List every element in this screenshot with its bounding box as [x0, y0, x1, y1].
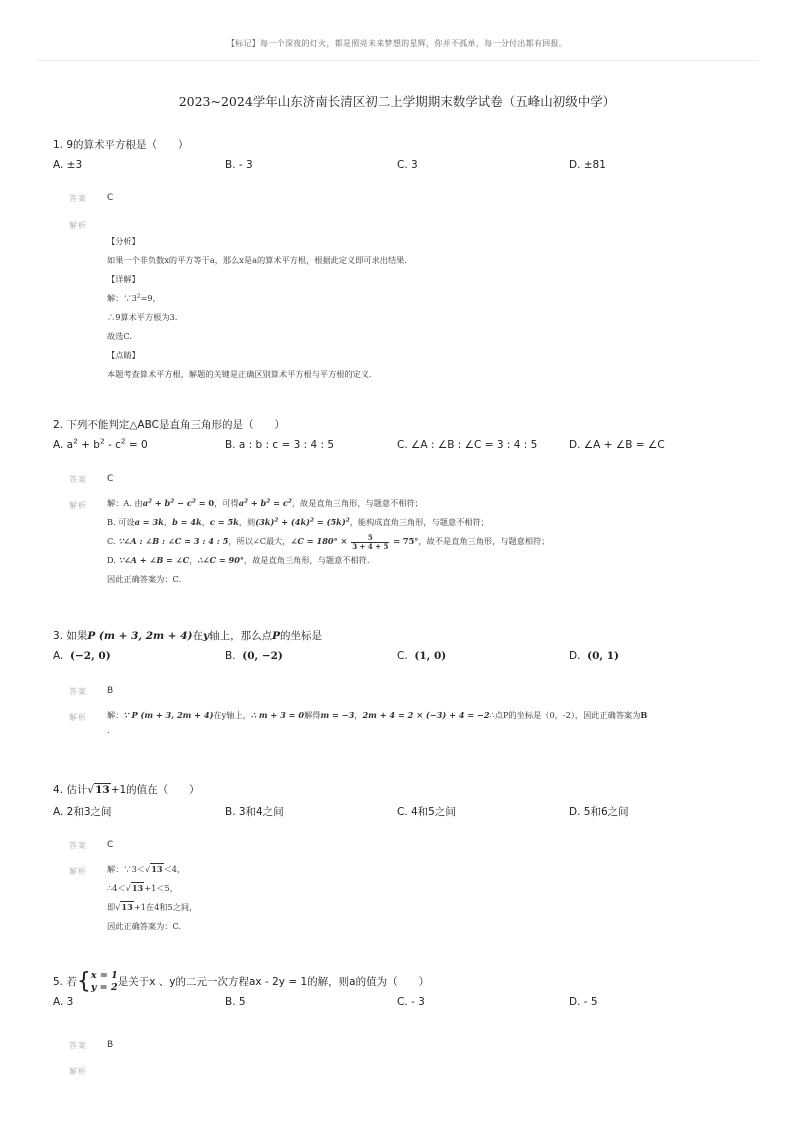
- analysis-text: ，能构成直角三角形，与题意不相符；: [349, 517, 489, 527]
- analysis-text: B. 可设: [107, 517, 135, 527]
- analysis-line: 【详解】: [107, 274, 140, 284]
- math: m = −3: [320, 710, 355, 720]
- analysis-body: [107, 706, 647, 740]
- math: ∵∠A + ∠B = ∠C: [118, 555, 190, 565]
- math: a = 3k: [134, 517, 164, 527]
- radicand: 13: [95, 784, 110, 796]
- math: (0, 1): [587, 650, 619, 662]
- analysis-text: ∴4＜: [107, 883, 126, 893]
- brace-symbol: {: [76, 969, 91, 994]
- analysis-body: [107, 232, 407, 384]
- analysis-text: 即: [107, 902, 116, 912]
- exponent: 2: [148, 498, 152, 505]
- question-options: [53, 650, 753, 666]
- analysis-text: ，则: [238, 517, 256, 527]
- option-c[interactable]: C. ∠A : ∠B : ∠C = 3 : 4 : 5: [397, 439, 538, 451]
- math: a: [238, 498, 244, 508]
- sqrt-symbol: √13: [87, 784, 110, 796]
- math: P (m + 3, 2m + 4): [87, 630, 193, 642]
- answer-value: C: [107, 840, 114, 850]
- question-stem: 1. 9的算术平方根是（ ）: [53, 139, 189, 151]
- exponent: 2: [73, 436, 78, 446]
- sqrt-symbol: √13: [115, 902, 133, 912]
- analysis-text: 解：∵3: [107, 293, 137, 303]
- analysis-text: ，: [189, 555, 198, 565]
- analysis-line: 如果一个非负数x的平方等于a，那么x是a的算术平方根，根据此定义即可求出结果.: [107, 255, 407, 265]
- stem-text: 的坐标是: [280, 630, 323, 642]
- question-4: [53, 783, 753, 820]
- option-text: A. a: [53, 439, 74, 451]
- motivational-banner: 【标记】每一个深夜的灯火，都是照亮未来梦想的星辉，你并不孤单，每一分付出都有回报。: [226, 39, 568, 48]
- option-d[interactable]: D. - 5: [569, 996, 598, 1008]
- option-b[interactable]: B. 5: [225, 996, 246, 1008]
- analysis-body: [107, 860, 197, 936]
- answer-label: 答案: [69, 194, 87, 203]
- math: = 0: [195, 498, 215, 508]
- exponent: 2: [266, 498, 271, 505]
- math: 2m + 4 = 2 × (−3) + 4 = −2: [362, 710, 490, 720]
- sqrt-symbol: √13: [125, 883, 144, 893]
- analysis-text: 解：A. 由: [107, 498, 143, 508]
- stem-text: 4. 估计: [53, 784, 88, 796]
- answer-label: 答案: [69, 1041, 87, 1050]
- math: ∵ P (m + 3, 2m + 4): [123, 710, 214, 720]
- math: ∠C = 180° ×: [290, 536, 351, 546]
- radicand: 13: [121, 902, 133, 912]
- question-3: [53, 629, 753, 666]
- analysis-text: =9，: [140, 293, 161, 303]
- exponent: 2: [191, 498, 196, 505]
- option-text: - c: [104, 439, 121, 451]
- exam-title: 2023~2024学年山东济南长清区初二上学期期末数学试卷（五峰山初级中学）: [178, 94, 616, 109]
- analysis-text: ，故是直角三角形，与题意不相符；: [291, 498, 423, 508]
- analysis-text: ，故不是直角三角形，与题意相符；: [418, 536, 550, 546]
- math: B: [640, 710, 648, 720]
- exponent: 2: [244, 498, 248, 505]
- analysis-line: ∴9算术平方根为3.: [107, 312, 178, 322]
- stem-text: 3. 如果: [53, 630, 88, 642]
- answer-value: C: [107, 474, 114, 484]
- answer-label: 答案: [69, 841, 87, 850]
- analysis-line: [107, 532, 549, 551]
- math: y: [203, 630, 210, 642]
- analysis-label: 解析: [69, 713, 87, 722]
- analysis-text: ，可得: [214, 498, 239, 508]
- analysis-text: C.: [107, 536, 119, 546]
- analysis-line: [107, 513, 549, 532]
- math: ∵∠A : ∠B : ∠C = 3 : 4 : 5: [118, 536, 229, 546]
- stem-text: 5. 若: [53, 976, 77, 988]
- math: = (5k): [314, 517, 346, 527]
- math: + b: [248, 498, 267, 508]
- header-divider: [36, 60, 758, 61]
- numerator: 5: [351, 534, 389, 543]
- option-b[interactable]: B. - 3: [225, 159, 253, 171]
- analysis-text: ，: [163, 517, 173, 527]
- option-d[interactable]: D. ±81: [569, 159, 606, 171]
- analysis-text: 解：: [107, 710, 124, 720]
- question-1: [53, 138, 753, 175]
- analysis-text: 解：∵3＜: [107, 864, 145, 874]
- math: (−2, 0): [70, 650, 111, 662]
- analysis-label: 解析: [69, 1067, 87, 1076]
- math: c = 5k: [209, 517, 239, 527]
- equation-system: [77, 970, 118, 994]
- math: a: [142, 498, 148, 508]
- question-stem: [53, 970, 753, 994]
- option-a[interactable]: [53, 436, 148, 451]
- option-text: + b: [77, 439, 100, 451]
- option-a[interactable]: A. 3: [53, 996, 74, 1008]
- radicand: 13: [151, 864, 163, 874]
- analysis-text: 在y轴上，: [213, 710, 251, 720]
- answer-label: 答案: [69, 475, 87, 484]
- answer-value: C: [107, 193, 114, 203]
- analysis-line: [107, 898, 197, 917]
- analysis-line: [107, 551, 549, 570]
- math: P: [272, 630, 281, 642]
- option-b[interactable]: B. 3和4之间: [225, 806, 284, 818]
- stem-text: +1的值在（ ）: [110, 784, 200, 796]
- option-a[interactable]: [53, 650, 111, 662]
- stem-text: 是关于x 、y的二元一次方程ax - 2y = 1的解，则a的值为（ ）: [117, 976, 430, 988]
- option-c[interactable]: [397, 650, 446, 662]
- answer-value: B: [107, 686, 114, 696]
- analysis-label: 解析: [69, 221, 87, 230]
- analysis-line: 【分析】: [107, 236, 140, 246]
- exponent: 2: [274, 517, 279, 524]
- answer-value: B: [107, 1040, 114, 1050]
- analysis-text: ，: [201, 517, 210, 527]
- math: = 75°: [390, 536, 419, 546]
- option-b[interactable]: B. a : b : c = 3 : 4 : 5: [225, 439, 335, 451]
- exponent: 2: [310, 517, 315, 524]
- option-c[interactable]: C. 3: [397, 159, 418, 171]
- option-a[interactable]: A. 2和3之间: [53, 806, 112, 818]
- question-options: [53, 159, 753, 175]
- analysis-text: +1＜5，: [144, 883, 178, 893]
- exponent: 2: [136, 293, 141, 300]
- question-stem: 2. 下列不能判定△ABC是直角三角形的是（ ）: [53, 419, 285, 431]
- math: − c: [174, 498, 192, 508]
- fraction: [351, 534, 389, 551]
- option-letter: D.: [569, 650, 581, 662]
- question-2: [53, 418, 753, 455]
- equation-row: y = 2: [90, 982, 118, 993]
- option-letter: B.: [225, 650, 236, 662]
- question-5: [53, 970, 753, 1012]
- analysis-text: ，所以∠C最大，: [228, 536, 291, 546]
- question-options: [53, 996, 753, 1012]
- analysis-body: [107, 494, 549, 589]
- denominator: 3 + 4 + 5: [352, 541, 389, 551]
- math: ∴ m + 3 = 0: [250, 710, 305, 720]
- analysis-line: [107, 860, 197, 879]
- sqrt-symbol: √13: [144, 864, 163, 874]
- question-stem: [53, 629, 753, 643]
- option-b[interactable]: [225, 650, 283, 662]
- analysis-text: ，: [354, 710, 363, 720]
- analysis-text: ，故是直角三角形，与题意不相符.: [244, 555, 370, 565]
- analysis-line: .: [107, 725, 110, 735]
- math: + (4k): [278, 517, 311, 527]
- analysis-text: ＜4，: [163, 864, 186, 874]
- answer-label: 答案: [69, 687, 87, 696]
- math: b = 4k: [172, 517, 202, 527]
- analysis-line: 因此正确答案为：C.: [107, 921, 182, 931]
- exponent: 2: [287, 498, 292, 505]
- option-a[interactable]: A. ±3: [53, 159, 83, 171]
- option-letter: A.: [53, 650, 64, 662]
- question-stem: [53, 783, 753, 797]
- analysis-line: [107, 706, 647, 725]
- analysis-line: [107, 879, 197, 898]
- option-d[interactable]: D. ∠A + ∠B = ∠C: [569, 439, 665, 451]
- option-c[interactable]: C. - 3: [397, 996, 425, 1008]
- option-d[interactable]: [569, 650, 619, 662]
- analysis-text: D.: [107, 555, 119, 565]
- exponent: 2: [170, 498, 175, 505]
- option-text: = 0: [125, 439, 148, 451]
- stem-text: 轴上，那么点: [209, 630, 273, 642]
- analysis-label: 解析: [69, 867, 87, 876]
- math: + b: [152, 498, 171, 508]
- analysis-line: [107, 494, 549, 513]
- analysis-line: 【点睛】: [107, 350, 140, 360]
- option-d[interactable]: D. 5和6之间: [569, 806, 629, 818]
- exponent: 2: [99, 436, 105, 446]
- stem-text: 在: [192, 630, 204, 642]
- analysis-label: 解析: [69, 501, 87, 510]
- analysis-line: [107, 289, 407, 308]
- exponent: 2: [345, 517, 350, 524]
- analysis-text: +1在4和5之间，: [133, 902, 198, 912]
- math: (0, −2): [242, 650, 283, 662]
- math: = c: [270, 498, 288, 508]
- exponent: 2: [120, 436, 126, 446]
- math: ∴∠C = 90°: [197, 555, 245, 565]
- analysis-line: 本题考查算术平方根，解题的关键是正确区别算术平方根与平方根的定义.: [107, 369, 372, 379]
- analysis-line: 因此正确答案为：C.: [107, 574, 182, 584]
- question-options: [53, 804, 753, 820]
- analysis-line: 故选C.: [107, 331, 132, 341]
- question-options: [53, 436, 753, 455]
- radicand: 13: [131, 883, 144, 893]
- analysis-text: ∴点P的坐标是（0，-2），因此正确答案为: [489, 710, 641, 720]
- option-letter: C.: [397, 650, 408, 662]
- math: (1, 0): [414, 650, 447, 662]
- equation-row: x = 1: [90, 970, 118, 981]
- analysis-text: 解得: [304, 710, 321, 720]
- option-c[interactable]: C. 4和5之间: [397, 806, 456, 818]
- math: (3k): [255, 517, 275, 527]
